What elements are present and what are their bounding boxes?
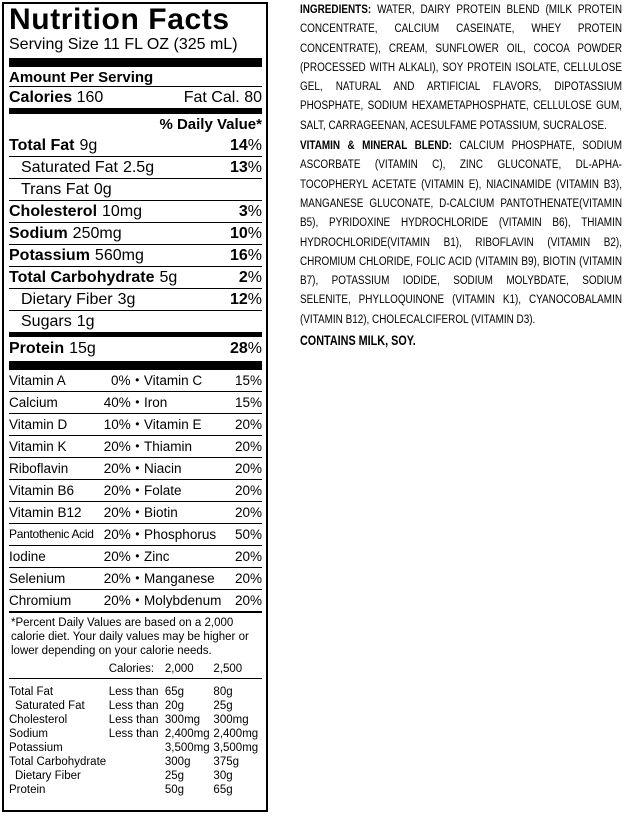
daily-value-table: [9, 662, 262, 797]
nutrient-row: [9, 156, 262, 178]
vitamin-percent: 20%: [234, 549, 262, 564]
vitamin-name: Niacin: [144, 461, 182, 476]
vitamin-percent: 0%: [111, 373, 131, 388]
table-header-cell: 2,500: [213, 662, 262, 679]
bullet-separator: •: [135, 395, 140, 409]
vitamin-row: [9, 479, 262, 501]
table-row: [9, 727, 262, 741]
table-header-row: [9, 662, 262, 679]
percent-value: 3: [238, 203, 248, 220]
nutrient-label-group: [9, 245, 144, 266]
vitamin-name: Vitamin C: [143, 373, 203, 388]
vitamin-name: Vitamin K: [9, 439, 67, 454]
vitamin-name: Folate: [144, 483, 182, 498]
vitamin-name: Vitamin B12: [9, 505, 82, 520]
calories-value: 160: [76, 89, 104, 106]
table-cell: [109, 783, 165, 797]
ingredients-text: WATER, DAIRY PROTEIN BLEND (MILK PROTEIN CONCENTRATE, CALCIUM CASEINATE, WHEY PROTEIN CONCENTRATE), CREAM, SUNFLOWER OIL, COCOA POWDER (PROCESSED WITH ALKALI), SOY PROTEIN ISOLATE, CELLULOSE GEL, NATURAL AND ARTIFICIAL FLAVORS, DIPOTASSIUM PHOSPHATE, SODIUM HEXAMETAPHOSPHATE, CELLULOSE GUM, SALT, CARRAGEENAN, ACESULFAME POTASSIUM, SUCRALOSE.: [300, 2, 622, 132]
calories-row: [9, 86, 262, 108]
nutrient-name: Protein: [9, 340, 65, 357]
percent-value: 12: [229, 291, 248, 308]
nutrient-percent: [239, 267, 262, 288]
table-cell: [109, 741, 165, 755]
table-cell: Total Fat: [9, 686, 54, 698]
table-cell: 2,400mg: [213, 728, 259, 740]
blend-paragraph: [300, 136, 622, 329]
vitamin-name: Selenium: [9, 571, 66, 586]
nutrient-label-group: [9, 179, 112, 200]
nutrient-percent: [230, 157, 262, 178]
vitamin-percent: 20%: [103, 593, 131, 608]
vitamin-row: [9, 501, 262, 523]
bullet-separator: •: [135, 439, 140, 453]
nutrient-amount: 5g: [159, 269, 178, 286]
nutrient-name: Sugars: [21, 313, 72, 330]
bullet-separator: •: [135, 417, 140, 431]
vitamin-percent: 50%: [234, 527, 262, 542]
nutrient-amount: 9g: [79, 137, 98, 154]
vitamin-name: Zinc: [144, 549, 170, 564]
vitamin-name: Vitamin A: [9, 373, 66, 388]
calories-label: Calories: [9, 89, 73, 106]
nutrient-percent: [230, 245, 262, 266]
table-cell: 80g: [213, 686, 233, 698]
table-cell: 25g: [164, 770, 185, 782]
table-cell: [109, 769, 165, 783]
ingredients-panel: [300, 0, 622, 350]
bullet-separator: •: [135, 483, 140, 497]
vitamin-name: Iodine: [9, 549, 46, 564]
table-cell: 30g: [213, 770, 233, 782]
vitamin-percent: 20%: [103, 439, 131, 454]
nutrient-row: [9, 135, 262, 156]
table-header-cell: [9, 662, 109, 679]
percent-sign: %: [247, 159, 262, 176]
table-cell: Less than: [108, 686, 159, 698]
bullet-separator: •: [135, 571, 140, 585]
vitamin-percent: 40%: [103, 395, 131, 410]
table-cell: Dietary Fiber: [15, 770, 81, 782]
vitamin-percent: 15%: [234, 373, 262, 388]
table-row: [9, 713, 262, 727]
calories-label-group: [9, 87, 103, 108]
nutrient-percent: [239, 201, 262, 222]
table-cell: Less than: [108, 700, 159, 712]
table-cell: 20g: [164, 700, 185, 712]
vitamin-percent: 20%: [103, 527, 131, 542]
percent-sign: %: [247, 137, 262, 154]
nutrient-amount: 10mg: [102, 203, 143, 220]
nutrient-label-group: [9, 267, 177, 288]
vitamin-percent: 20%: [103, 505, 131, 520]
bullet-separator: •: [135, 527, 140, 541]
blend-label: VITAMIN & MINERAL BLEND:: [300, 138, 453, 153]
nutrient-row: [9, 200, 262, 222]
table-cell: Sodium: [9, 728, 48, 740]
percent-sign: %: [247, 340, 262, 357]
nutrient-row: [9, 222, 262, 244]
divider: [9, 611, 262, 613]
bullet-separator: •: [135, 505, 140, 519]
vitamin-percent: 20%: [103, 483, 131, 498]
percent-sign: %: [247, 291, 262, 308]
nutrient-amount: 0g: [93, 181, 112, 198]
nutrient-label-group: [9, 157, 154, 178]
vitamin-percent: 20%: [103, 571, 131, 586]
nutrient-row: [9, 266, 262, 288]
vitamin-percent: 10%: [103, 417, 131, 432]
percent-sign: %: [247, 225, 262, 242]
nutrient-label-group: [9, 223, 122, 244]
vitamin-name: Manganese: [144, 571, 215, 586]
table-cell: 25g: [213, 700, 233, 712]
nutrient-row: [9, 288, 262, 310]
percent-value: 16: [229, 247, 248, 264]
bullet-separator: •: [135, 593, 140, 607]
nutrient-name: Dietary Fiber: [21, 291, 113, 308]
table-cell: 300mg: [213, 714, 249, 726]
table-row: [9, 769, 262, 783]
vitamin-name: Biotin: [144, 505, 178, 520]
vitamin-row: [9, 435, 262, 457]
percent-value: 10: [229, 225, 248, 242]
table-cell: 65g: [164, 686, 185, 698]
nutrient-label-group: [9, 201, 142, 222]
table-row: [9, 783, 262, 797]
vitamin-name: Vitamin D: [9, 417, 68, 432]
vitamin-name: Chromium: [9, 593, 72, 608]
nutrient-name: Cholesterol: [9, 203, 98, 220]
blend-text: CALCIUM PHOSPHATE, SODIUM ASCORBATE (VITAMIN C), ZINC GLUCONATE, DL-APHA-TOCOPHERYL ACETATE (VITAMIN E), NIACINAMIDE (VITAMIN B3), MANGANESE GLUCONATE, D-CALCIUM PANTOTHENATE(VITAMIN B5), PYRIDOXINE HYDROCHLORIDE (VITAMIN B6), THIAMIN HYDROCHLORIDE(VITAMIN B1), RIBOFLAVIN (VITAMIN B2), CHROMIUM CHLORIDE, FOLIC ACID (VITAMIN B9), BIOTIN (VITAMIN B7), POTASSIUM IODIDE, SODIUM MOLYBDATE, SODIUM SELENITE, PHYLLOQUINONE (VITAMIN K1), CYANOCOBALAMIN (VITAMIN B12), CHOLECALCIFEROL (VITAMIN D3).: [300, 138, 622, 326]
vitamin-percent: 20%: [234, 483, 262, 498]
vitamin-name: Thiamin: [144, 439, 193, 454]
table-row: [9, 699, 262, 713]
bullet-separator: •: [135, 373, 140, 387]
table-cell: 50g: [164, 784, 185, 796]
table-header-cell: Calories:: [109, 662, 165, 679]
vitamin-name: Vitamin B6: [9, 483, 75, 498]
nutrient-name: Total Fat: [9, 137, 75, 154]
vitamin-row: [9, 567, 262, 589]
vitamin-row: [9, 391, 262, 413]
bullet-separator: •: [135, 461, 140, 475]
serving-size: Serving Size 11 FL OZ (325 mL): [9, 36, 238, 53]
nutrient-list: [9, 135, 262, 361]
daily-value-footnote: *Percent Daily Values are based on a 2,000 calorie diet. Your daily values may be higher or lower depending on your calorie needs.: [11, 617, 249, 657]
table-cell: Potassium: [9, 742, 63, 754]
table-cell: Cholesterol: [9, 714, 68, 726]
amount-per-serving: Amount Per Serving: [9, 69, 154, 86]
daily-value-header: % Daily Value*: [9, 113, 262, 135]
nutrient-percent: [230, 289, 262, 310]
vitamin-percent: 20%: [103, 461, 131, 476]
table-cell: [109, 755, 165, 769]
vitamin-name: Iron: [144, 395, 168, 410]
vitamin-name: Phosphorus: [144, 527, 217, 542]
table-row: [9, 741, 262, 755]
nutrient-label-group: [9, 135, 97, 156]
vitamin-percent: 20%: [234, 571, 262, 586]
percent-value: 13: [229, 159, 248, 176]
bullet-separator: •: [135, 549, 140, 563]
vitamin-name: Molybdenum: [144, 593, 222, 608]
nutrient-name: Potassium: [9, 247, 90, 264]
table-cell: Less than: [108, 714, 159, 726]
vitamin-row: [9, 545, 262, 567]
vitamin-percent: 20%: [234, 505, 262, 520]
vitamin-percent: 15%: [234, 395, 262, 410]
nutrient-amount: 2.5g: [122, 159, 155, 176]
percent-value: 28: [229, 340, 248, 357]
vitamin-list: [9, 370, 262, 611]
vitamin-percent: 20%: [234, 461, 262, 476]
nutrient-row: [9, 332, 262, 361]
percent-value: 2: [238, 269, 248, 286]
vitamin-row: [9, 589, 262, 611]
vitamin-name: Vitamin E: [144, 417, 202, 432]
vitamin-name: Pantothenic Acid: [9, 527, 94, 541]
table-cell: Saturated Fat: [15, 700, 85, 712]
table-cell: 3,500mg: [213, 742, 259, 754]
ingredients-label: INGREDIENTS:: [300, 2, 372, 16]
nutrient-row: [9, 178, 262, 200]
thick-divider: [9, 361, 262, 370]
nutrient-amount: 560mg: [94, 247, 144, 264]
table-header-cell: 2,000: [165, 662, 214, 679]
nutrient-name: Trans Fat: [21, 181, 89, 198]
percent-sign: %: [247, 247, 262, 264]
vitamin-name: Riboflavin: [9, 461, 69, 476]
table-cell: 375g: [213, 756, 240, 768]
nutrient-percent: [230, 135, 262, 156]
percent-value: 14: [229, 137, 248, 154]
vitamin-percent: 20%: [234, 417, 262, 432]
nutrient-amount: 15g: [69, 340, 96, 357]
table-cell: Total Carbohydrate: [9, 756, 107, 768]
table-row: [9, 685, 262, 699]
table-cell: 300g: [164, 756, 191, 768]
percent-sign: %: [247, 203, 262, 220]
vitamin-percent: 20%: [234, 439, 262, 454]
nutrition-facts-panel: [2, 2, 268, 812]
table-cell: Less than: [108, 728, 159, 740]
nutrient-percent: [230, 337, 262, 361]
table-cell: 300mg: [164, 714, 201, 726]
nutrient-amount: 3g: [117, 291, 136, 308]
nutrient-label-group: [9, 337, 96, 361]
nutrient-label-group: [9, 311, 95, 332]
vitamin-percent: 20%: [103, 549, 131, 564]
fat-calories: Fat Cal. 80: [183, 89, 262, 106]
thick-divider: [9, 58, 262, 67]
vitamin-row: [9, 413, 262, 435]
nutrient-amount: 1g: [76, 313, 95, 330]
nutrient-row: [9, 310, 262, 332]
nutrient-row: [9, 244, 262, 266]
ingredients-paragraph: [300, 0, 622, 135]
table-cell: Protein: [9, 784, 46, 796]
vitamin-row: [9, 523, 262, 545]
nutrient-amount: 250mg: [72, 225, 122, 242]
table-cell: 3,500mg: [164, 742, 210, 754]
nutrient-name: Total Carbohydrate: [9, 269, 155, 286]
percent-sign: %: [247, 269, 262, 286]
table-cell: 2,400mg: [164, 728, 210, 740]
vitamin-name: Calcium: [9, 395, 58, 410]
table-cell: 65g: [213, 784, 233, 796]
nutrient-label-group: [9, 289, 135, 310]
nutrient-name: Saturated Fat: [21, 159, 118, 176]
nutrient-name: Sodium: [9, 225, 68, 242]
vitamin-row: [9, 370, 262, 391]
table-row: [9, 755, 262, 769]
nutrition-facts-title: Nutrition Facts: [9, 3, 230, 36]
vitamin-percent: 20%: [234, 593, 262, 608]
nutrient-percent: [230, 223, 262, 244]
vitamin-row: [9, 457, 262, 479]
allergen-statement: CONTAINS MILK, SOY.: [300, 333, 416, 349]
